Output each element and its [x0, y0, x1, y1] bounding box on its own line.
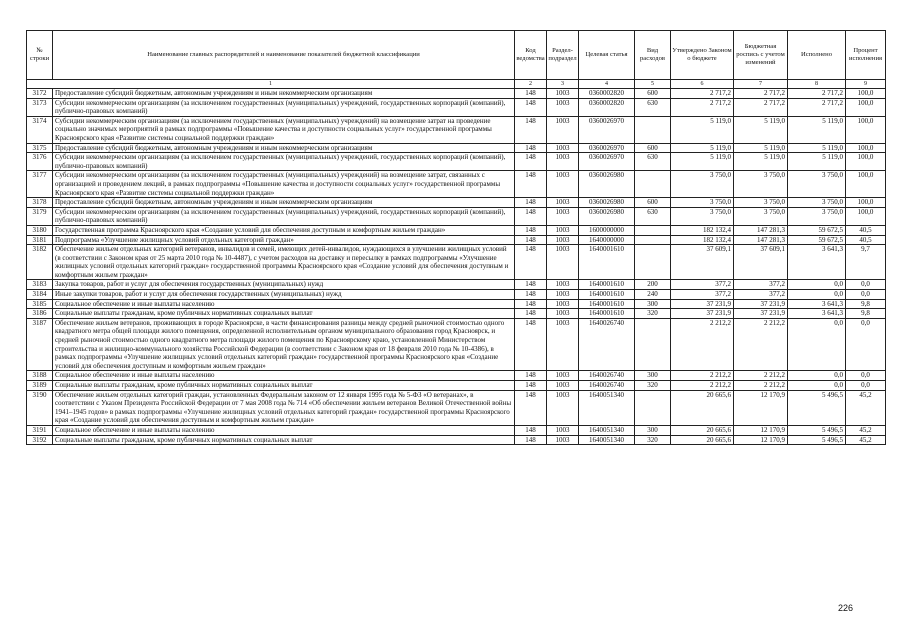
section-code: 1003: [547, 245, 579, 280]
indicator-name: Иные закупки товаров, работ и услуг для обеспечения государственных (муниципальных) нужд: [53, 290, 515, 300]
approved-amount: 20 665,6: [671, 425, 734, 435]
executed-amount: 3 641,3: [788, 245, 846, 280]
indicator-name: Субсидии некоммерческим организациям (за исключением государственных (муниципальных) учреждений, государственных корпораций (компаний), публично-правовых компаний): [53, 153, 515, 171]
department-code: 148: [515, 381, 547, 391]
row-number: 3172: [27, 89, 53, 99]
row-number: 3173: [27, 98, 53, 116]
section-code: 1003: [547, 198, 579, 208]
approved-amount: 5 119,0: [671, 143, 734, 153]
target-article: 1640026740: [579, 381, 635, 391]
target-article: 1640001610: [579, 290, 635, 300]
table-row: [27, 225, 886, 235]
budget-amount: 12 170,9: [734, 425, 788, 435]
table-row: [27, 425, 886, 435]
indicator-name: Закупка товаров, работ и услуг для обеспечения государственных (муниципальных) нужд: [53, 280, 515, 290]
table-row: [27, 207, 886, 225]
budget-amount: 2 212,2: [734, 371, 788, 381]
row-number: 3177: [27, 171, 53, 198]
column-number: 1: [27, 80, 515, 89]
section-code: 1003: [547, 318, 579, 371]
section-code: 1003: [547, 309, 579, 319]
approved-amount: 377,2: [671, 290, 734, 300]
approved-amount: 377,2: [671, 280, 734, 290]
section-code: 1003: [547, 225, 579, 235]
expense-kind: [635, 116, 671, 143]
expense-kind: [635, 245, 671, 280]
approved-amount: 5 119,0: [671, 153, 734, 171]
indicator-name: Субсидии некоммерческим организациям (за исключением государственных (муниципальных) учреждений) на возмещение затрат на проведение социально значимых мероприятий в рамках подпрограммы «Повышение качества и доступности социальных услуг» государственной программы Красноярского края «Развитие системы социальной поддержки граждан»: [53, 116, 515, 143]
department-code: 148: [515, 225, 547, 235]
execution-percent: 100,0: [846, 98, 886, 116]
target-article: 1640051340: [579, 425, 635, 435]
row-number: 3188: [27, 371, 53, 381]
department-code: 148: [515, 143, 547, 153]
budget-amount: 12 170,9: [734, 390, 788, 425]
execution-percent: 9,7: [846, 245, 886, 280]
row-number: 3182: [27, 245, 53, 280]
approved-amount: 20 665,6: [671, 390, 734, 425]
indicator-name: Предоставление субсидий бюджетным, автономным учреждениям и иным некоммерческим организациям: [53, 89, 515, 99]
target-article: 1640051340: [579, 390, 635, 425]
budget-amount: 5 119,0: [734, 143, 788, 153]
department-code: 148: [515, 207, 547, 225]
section-code: 1003: [547, 143, 579, 153]
budget-amount: 2 717,2: [734, 98, 788, 116]
budget-amount: 147 281,3: [734, 225, 788, 235]
approved-amount: 37 231,9: [671, 299, 734, 309]
indicator-name: Субсидии некоммерческим организациям (за исключением государственных (муниципальных) учреждений) на возмещение затрат, связанных с организацией и проведением лекций, в рамках подпрограммы «Повышение качества и доступности социальных услуг» государственной программы Красноярского края «Развитие системы социальной поддержки граждан»: [53, 171, 515, 198]
table-row: [27, 280, 886, 290]
expense-kind: 600: [635, 143, 671, 153]
expense-kind: [635, 171, 671, 198]
department-code: 148: [515, 116, 547, 143]
budget-amount: 3 750,0: [734, 171, 788, 198]
expense-kind: 240: [635, 290, 671, 300]
header-row-number: № строки: [27, 31, 53, 80]
target-article: 1640001610: [579, 245, 635, 280]
expense-kind: [635, 235, 671, 245]
row-number: 3179: [27, 207, 53, 225]
department-code: 148: [515, 245, 547, 280]
table-row: [27, 235, 886, 245]
budget-amount: 37 609,1: [734, 245, 788, 280]
department-code: 148: [515, 153, 547, 171]
target-article: 1640051340: [579, 435, 635, 445]
expense-kind: 300: [635, 299, 671, 309]
approved-amount: 3 750,0: [671, 207, 734, 225]
table-row: [27, 98, 886, 116]
target-article: 0360026970: [579, 153, 635, 171]
budget-amount: 37 231,9: [734, 309, 788, 319]
executed-amount: 5 119,0: [788, 153, 846, 171]
expense-kind: 320: [635, 435, 671, 445]
budget-amount: 377,2: [734, 280, 788, 290]
header-percent: Процент исполнения: [846, 31, 886, 80]
approved-amount: 2 717,2: [671, 89, 734, 99]
row-number: 3192: [27, 435, 53, 445]
section-code: 1003: [547, 207, 579, 225]
executed-amount: 0,0: [788, 381, 846, 391]
department-code: 148: [515, 309, 547, 319]
budget-amount: 147 281,3: [734, 235, 788, 245]
column-number: 4: [579, 80, 635, 89]
expense-kind: 320: [635, 381, 671, 391]
execution-percent: 0,0: [846, 381, 886, 391]
execution-percent: 100,0: [846, 198, 886, 208]
expense-kind: [635, 225, 671, 235]
indicator-name: Социальное обеспечение и иные выплаты населению: [53, 371, 515, 381]
row-number: 3180: [27, 225, 53, 235]
execution-percent: 40,5: [846, 225, 886, 235]
header-department-code: Код ведомства: [515, 31, 547, 80]
approved-amount: 37 231,9: [671, 309, 734, 319]
approved-amount: 5 119,0: [671, 116, 734, 143]
target-article: 1600000000: [579, 225, 635, 235]
department-code: 148: [515, 425, 547, 435]
indicator-name: Подпрограмма «Улучшение жилищных условий отдельных категорий граждан»: [53, 235, 515, 245]
indicator-name: Социальное обеспечение и иные выплаты населению: [53, 425, 515, 435]
section-code: 1003: [547, 425, 579, 435]
approved-amount: 3 750,0: [671, 171, 734, 198]
row-number: 3181: [27, 235, 53, 245]
indicator-name: Социальные выплаты гражданам, кроме публичных нормативных социальных выплат: [53, 435, 515, 445]
budget-amount: 2 212,2: [734, 318, 788, 371]
row-number: 3187: [27, 318, 53, 371]
row-number: 3174: [27, 116, 53, 143]
indicator-name: Социальное обеспечение и иные выплаты населению: [53, 299, 515, 309]
table-row: [27, 143, 886, 153]
execution-percent: 0,0: [846, 371, 886, 381]
row-number: 3185: [27, 299, 53, 309]
expense-kind: 320: [635, 309, 671, 319]
department-code: 148: [515, 89, 547, 99]
target-article: 1640001610: [579, 309, 635, 319]
execution-percent: 100,0: [846, 153, 886, 171]
header-target-article: Целевая статья: [579, 31, 635, 80]
expense-kind: 300: [635, 425, 671, 435]
section-code: 1003: [547, 371, 579, 381]
budget-amount: 37 231,9: [734, 299, 788, 309]
row-number: 3176: [27, 153, 53, 171]
budget-amount: 3 750,0: [734, 198, 788, 208]
table-row: [27, 371, 886, 381]
table-row: [27, 299, 886, 309]
executed-amount: 5 119,0: [788, 116, 846, 143]
section-code: 1003: [547, 299, 579, 309]
department-code: 148: [515, 435, 547, 445]
table-row: [27, 390, 886, 425]
execution-percent: 100,0: [846, 89, 886, 99]
column-number: 8: [788, 80, 846, 89]
table-row: [27, 318, 886, 371]
target-article: 1640001610: [579, 299, 635, 309]
budget-amount: 377,2: [734, 290, 788, 300]
expense-kind: 630: [635, 98, 671, 116]
column-number: 5: [635, 80, 671, 89]
budget-execution-table: [26, 30, 886, 445]
executed-amount: 3 641,3: [788, 309, 846, 319]
row-number: 3190: [27, 390, 53, 425]
section-code: 1003: [547, 89, 579, 99]
budget-amount: 5 119,0: [734, 153, 788, 171]
section-code: 1003: [547, 235, 579, 245]
executed-amount: 5 496,5: [788, 435, 846, 445]
table-row: [27, 153, 886, 171]
execution-percent: 45,2: [846, 390, 886, 425]
execution-percent: 100,0: [846, 207, 886, 225]
approved-amount: 37 609,1: [671, 245, 734, 280]
target-article: 0360026980: [579, 198, 635, 208]
target-article: 1640026740: [579, 318, 635, 371]
table-row: [27, 89, 886, 99]
approved-amount: 2 212,2: [671, 381, 734, 391]
indicator-name: Обеспечение жильем ветеранов, проживающих в городе Красноярске, в части финансирования разницы между средней рыночной стоимостью одного квадратного метра общей площади жилого помещения, определенной исполнительным органом муниципального образования город Красноярск, и средней рыночной стоимостью одного квадратного метра площади жилого помещения по Красноярскому краю, установленной Министерством строительства и жилищно-коммунального хозяйства Российской Федерации (в соответствии с Законом края от 18 февраля 2010 года № 10-4386), в рамках подпрограммы «Улучшение жилищных условий отдельных категорий граждан» государственной программы Красноярского края «Создание условий для обеспечения доступным и комфортным жильем граждан»: [53, 318, 515, 371]
row-number: 3186: [27, 309, 53, 319]
row-number: 3189: [27, 381, 53, 391]
table-header-row: [27, 31, 886, 80]
table-row: [27, 290, 886, 300]
target-article: 0360026980: [579, 171, 635, 198]
header-approved: Утверждено Законом о бюджете: [671, 31, 734, 80]
indicator-name: Обеспечение жильем отдельных категорий граждан, установленных Федеральным законом от 12 января 1995 года № 5-ФЗ «О ветеранах», в соответствии с Указом Президента Российской Федерации от 7 мая 2008 года № 714 «Об обеспечении жильем ветеранов Великой Отечественной войны 1941–1945 годов» в рамках подпрограммы «Улучшение жилищных условий отдельных категорий граждан» государственной программы Красноярского края «Создание условий для обеспечения доступным и комфортным жильем граждан»: [53, 390, 515, 425]
execution-percent: 9,8: [846, 309, 886, 319]
department-code: 148: [515, 198, 547, 208]
header-expense-kind: Вид расходов: [635, 31, 671, 80]
execution-percent: 45,2: [846, 425, 886, 435]
header-executed: Исполнено: [788, 31, 846, 80]
target-article: 0360026970: [579, 143, 635, 153]
indicator-name: Обеспечение жильем отдельных категорий ветеранов, инвалидов и семей, имеющих детей-инвалидов, нуждающихся в улучшении жилищных условий (в соответствии с Законом края от 25 марта 2010 года № 10-4487), с учетом расходов на доставку и пересылку в рамках подпрограммы «Улучшение жилищных условий отдельных категорий граждан» государственной программы Красноярского края «Создание условий для обеспечения доступным и комфортным жильем граждан»: [53, 245, 515, 280]
table-row: [27, 309, 886, 319]
table-row: [27, 198, 886, 208]
budget-amount: 12 170,9: [734, 435, 788, 445]
target-article: 1640000000: [579, 235, 635, 245]
executed-amount: 3 750,0: [788, 198, 846, 208]
indicator-name: Социальные выплаты гражданам, кроме публичных нормативных социальных выплат: [53, 381, 515, 391]
expense-kind: 600: [635, 89, 671, 99]
executed-amount: 2 717,2: [788, 89, 846, 99]
budget-amount: 2 717,2: [734, 89, 788, 99]
execution-percent: 45,2: [846, 435, 886, 445]
execution-percent: 9,8: [846, 299, 886, 309]
executed-amount: 0,0: [788, 318, 846, 371]
expense-kind: [635, 318, 671, 371]
executed-amount: 5 496,5: [788, 390, 846, 425]
executed-amount: 59 672,5: [788, 235, 846, 245]
expense-kind: 300: [635, 371, 671, 381]
header-budget-schedule: Бюджетная роспись с учетом изменений: [734, 31, 788, 80]
section-code: 1003: [547, 280, 579, 290]
indicator-name: Предоставление субсидий бюджетным, автономным учреждениям и иным некоммерческим организациям: [53, 143, 515, 153]
column-number: 9: [846, 80, 886, 89]
target-article: 0360026980: [579, 207, 635, 225]
section-code: 1003: [547, 435, 579, 445]
header-section: Раздел-подраздел: [547, 31, 579, 80]
column-number: 7: [734, 80, 788, 89]
section-code: 1003: [547, 153, 579, 171]
table-row: [27, 116, 886, 143]
target-article: 0360002820: [579, 98, 635, 116]
row-number: 3178: [27, 198, 53, 208]
approved-amount: 2 212,2: [671, 371, 734, 381]
execution-percent: 0,0: [846, 280, 886, 290]
executed-amount: 0,0: [788, 280, 846, 290]
expense-kind: 630: [635, 207, 671, 225]
approved-amount: 3 750,0: [671, 198, 734, 208]
expense-kind: 600: [635, 198, 671, 208]
table-body: [27, 89, 886, 445]
column-number: 6: [671, 80, 734, 89]
table-row: [27, 435, 886, 445]
executed-amount: 2 717,2: [788, 98, 846, 116]
row-number: 3191: [27, 425, 53, 435]
table-row: [27, 381, 886, 391]
target-article: 1640001610: [579, 280, 635, 290]
approved-amount: 182 132,4: [671, 225, 734, 235]
row-number: 3175: [27, 143, 53, 153]
executed-amount: 5 119,0: [788, 143, 846, 153]
department-code: 148: [515, 235, 547, 245]
approved-amount: 182 132,4: [671, 235, 734, 245]
executed-amount: 5 496,5: [788, 425, 846, 435]
indicator-name: Субсидии некоммерческим организациям (за исключением государственных (муниципальных) учреждений, государственных корпораций (компаний), публично-правовых компаний): [53, 98, 515, 116]
expense-kind: [635, 390, 671, 425]
column-number-row: [27, 80, 886, 89]
table-row: [27, 171, 886, 198]
column-number: 2: [515, 80, 547, 89]
approved-amount: 2 212,2: [671, 318, 734, 371]
column-number: 3: [547, 80, 579, 89]
budget-amount: 3 750,0: [734, 207, 788, 225]
expense-kind: 630: [635, 153, 671, 171]
execution-percent: 40,5: [846, 235, 886, 245]
expense-kind: 200: [635, 280, 671, 290]
department-code: 148: [515, 171, 547, 198]
approved-amount: 20 665,6: [671, 435, 734, 445]
target-article: 1640026740: [579, 371, 635, 381]
execution-percent: 0,0: [846, 318, 886, 371]
budget-amount: 2 212,2: [734, 381, 788, 391]
section-code: 1003: [547, 290, 579, 300]
target-article: 0360002820: [579, 89, 635, 99]
indicator-name: Субсидии некоммерческим организациям (за исключением государственных (муниципальных) учреждений, государственных корпораций (компаний), публично-правовых компаний): [53, 207, 515, 225]
indicator-name: Социальные выплаты гражданам, кроме публичных нормативных социальных выплат: [53, 309, 515, 319]
execution-percent: 100,0: [846, 171, 886, 198]
department-code: 148: [515, 98, 547, 116]
section-code: 1003: [547, 116, 579, 143]
section-code: 1003: [547, 381, 579, 391]
header-indicator-name: Наименование главных распорядителей и наименование показателей бюджетной классификации: [53, 31, 515, 80]
row-number: 3183: [27, 280, 53, 290]
executed-amount: 0,0: [788, 290, 846, 300]
department-code: 148: [515, 299, 547, 309]
executed-amount: 0,0: [788, 371, 846, 381]
section-code: 1003: [547, 390, 579, 425]
target-article: 0360026970: [579, 116, 635, 143]
execution-percent: 0,0: [846, 290, 886, 300]
section-code: 1003: [547, 171, 579, 198]
executed-amount: 3 750,0: [788, 207, 846, 225]
department-code: 148: [515, 280, 547, 290]
executed-amount: 59 672,5: [788, 225, 846, 235]
section-code: 1003: [547, 98, 579, 116]
department-code: 148: [515, 290, 547, 300]
indicator-name: Предоставление субсидий бюджетным, автономным учреждениям и иным некоммерческим организациям: [53, 198, 515, 208]
execution-percent: 100,0: [846, 116, 886, 143]
executed-amount: 3 641,3: [788, 299, 846, 309]
table-row: [27, 245, 886, 280]
executed-amount: 3 750,0: [788, 171, 846, 198]
indicator-name: Государственная программа Красноярского края «Создание условий для обеспечения доступным и комфортным жильем граждан»: [53, 225, 515, 235]
execution-percent: 100,0: [846, 143, 886, 153]
page-number: 226: [837, 603, 853, 613]
row-number: 3184: [27, 290, 53, 300]
budget-amount: 5 119,0: [734, 116, 788, 143]
department-code: 148: [515, 371, 547, 381]
department-code: 148: [515, 318, 547, 371]
approved-amount: 2 717,2: [671, 98, 734, 116]
department-code: 148: [515, 390, 547, 425]
